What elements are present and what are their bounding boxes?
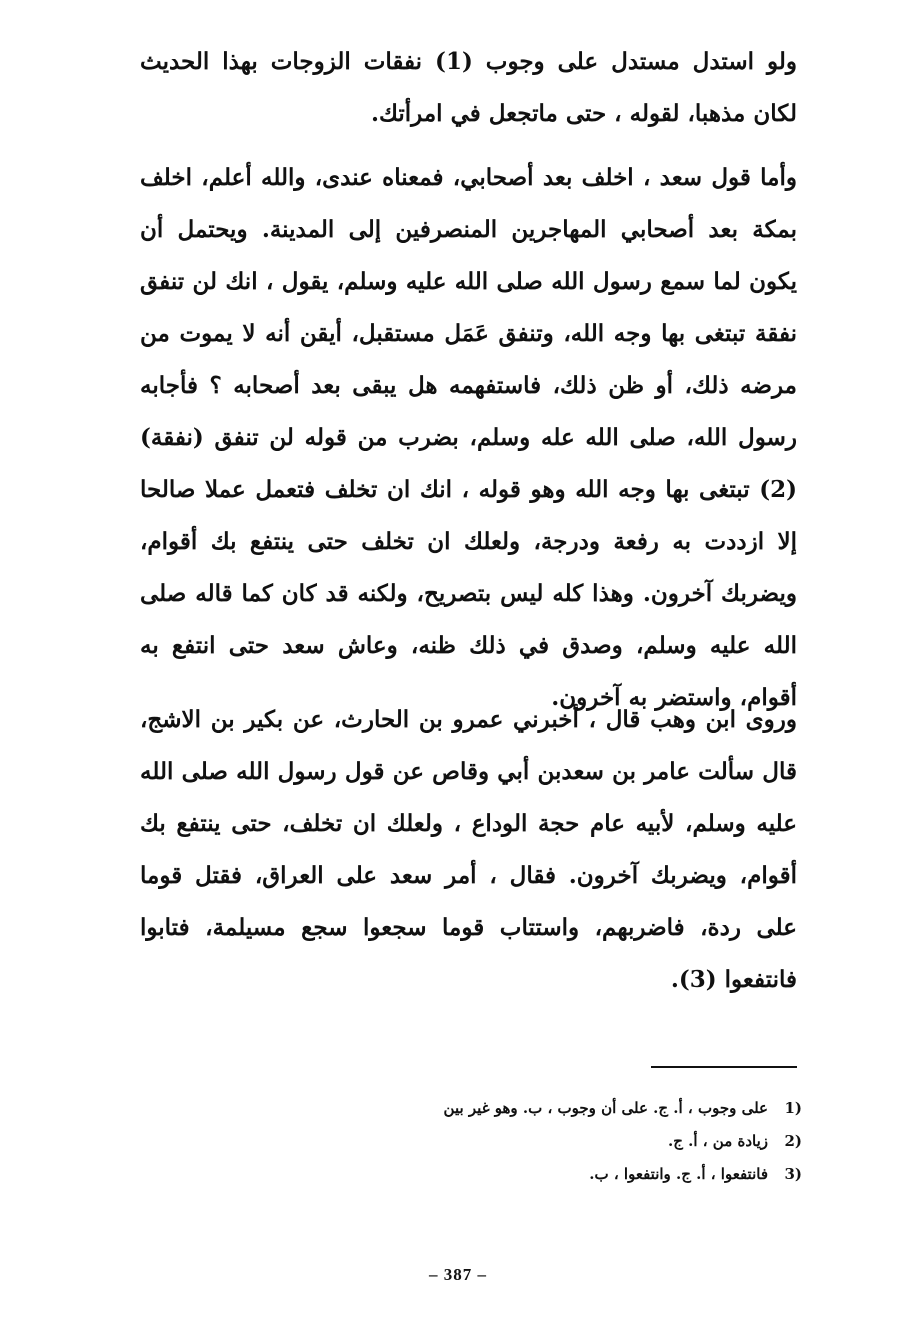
page-number: – 387 – <box>429 1265 487 1284</box>
footnote-text: فانتفعوا ، أ. ج. وانتفعوا ، ب. <box>589 1165 768 1183</box>
footnote-number: 1) <box>784 1099 802 1117</box>
footnote-text: زيادة من ، أ. ج. <box>667 1132 768 1150</box>
footnote-number: 2) <box>784 1132 802 1150</box>
footnote <box>360 1092 802 1125</box>
footnote-text: على وجوب ، أ. ج. على أن وجوب ، ب. وهو غير بين <box>443 1099 768 1117</box>
body-paragraph: ولو استدل مستدل على وجوب (1) نفقات الزوجات بهذا الحديث لكان مذهبا، لقوله ، حتى ماتجعل في امرأتك. <box>140 48 797 127</box>
footnote-separator <box>651 1066 797 1068</box>
footnote <box>360 1125 802 1158</box>
body-paragraph: وروى ابن وهب قال ، أخبرني عمرو بن الحارث، عن بكير بن الاشج، قال سألت عامر بن سعدبن أبي وقاص عن قول رسول الله صلى الله عليه وسلم، لأبيه عام حجة الوداع ، ولعلك ان تخلف، حتى ينتفع بك أقوام، ويضربك آخرون. فقال ، أمر سعد على العراق، فقتل قوما على ردة، فاضربهم، واستتاب قوما سجعوا سجع مسيلمة، فتابوا فانتفعوا (3). <box>140 706 797 993</box>
body-paragraph: وأما قول سعد ، اخلف بعد أصحابي، فمعناه عندى، والله أعلم، اخلف بمكة بعد أصحابي المهاجرين المنصرفين إلى المدينة. ويحتمل أن يكون لما سمع رسول الله صلى الله عليه وسلم، يقول ، انك لن تنفق نفقة تبتغى بها وجه الله، وتنفق عَمَل مستقبل، أيقن أنه لا يموت من مرضه ذلك، أو ظن ذلك، فاستفهمه هل يبقى بعد أصحابه ؟ فأجابه رسول الله، صلى الله عله وسلم، بضرب من قوله لن تنفق (نفقة) (2) تبتغى بها وجه الله وهو قوله ، انك ان تخلف فتعمل عملا صالحا إلا ازددت به رفعة ودرجة، ولعلك ان تخلف حتى ينتفع بك أقوام، ويضربك آخرون. وهذا كله ليس بتصريح، ولكنه قد كان كما قاله صلى الله عليه وسلم، وصدق في ذلك ظنه، وعاش سعد حتى انتفع به أقوام، واستضر به آخرون. <box>140 164 797 711</box>
footnotes-list <box>360 1092 802 1191</box>
footnote <box>360 1158 802 1191</box>
footnote-number: 3) <box>784 1165 802 1183</box>
